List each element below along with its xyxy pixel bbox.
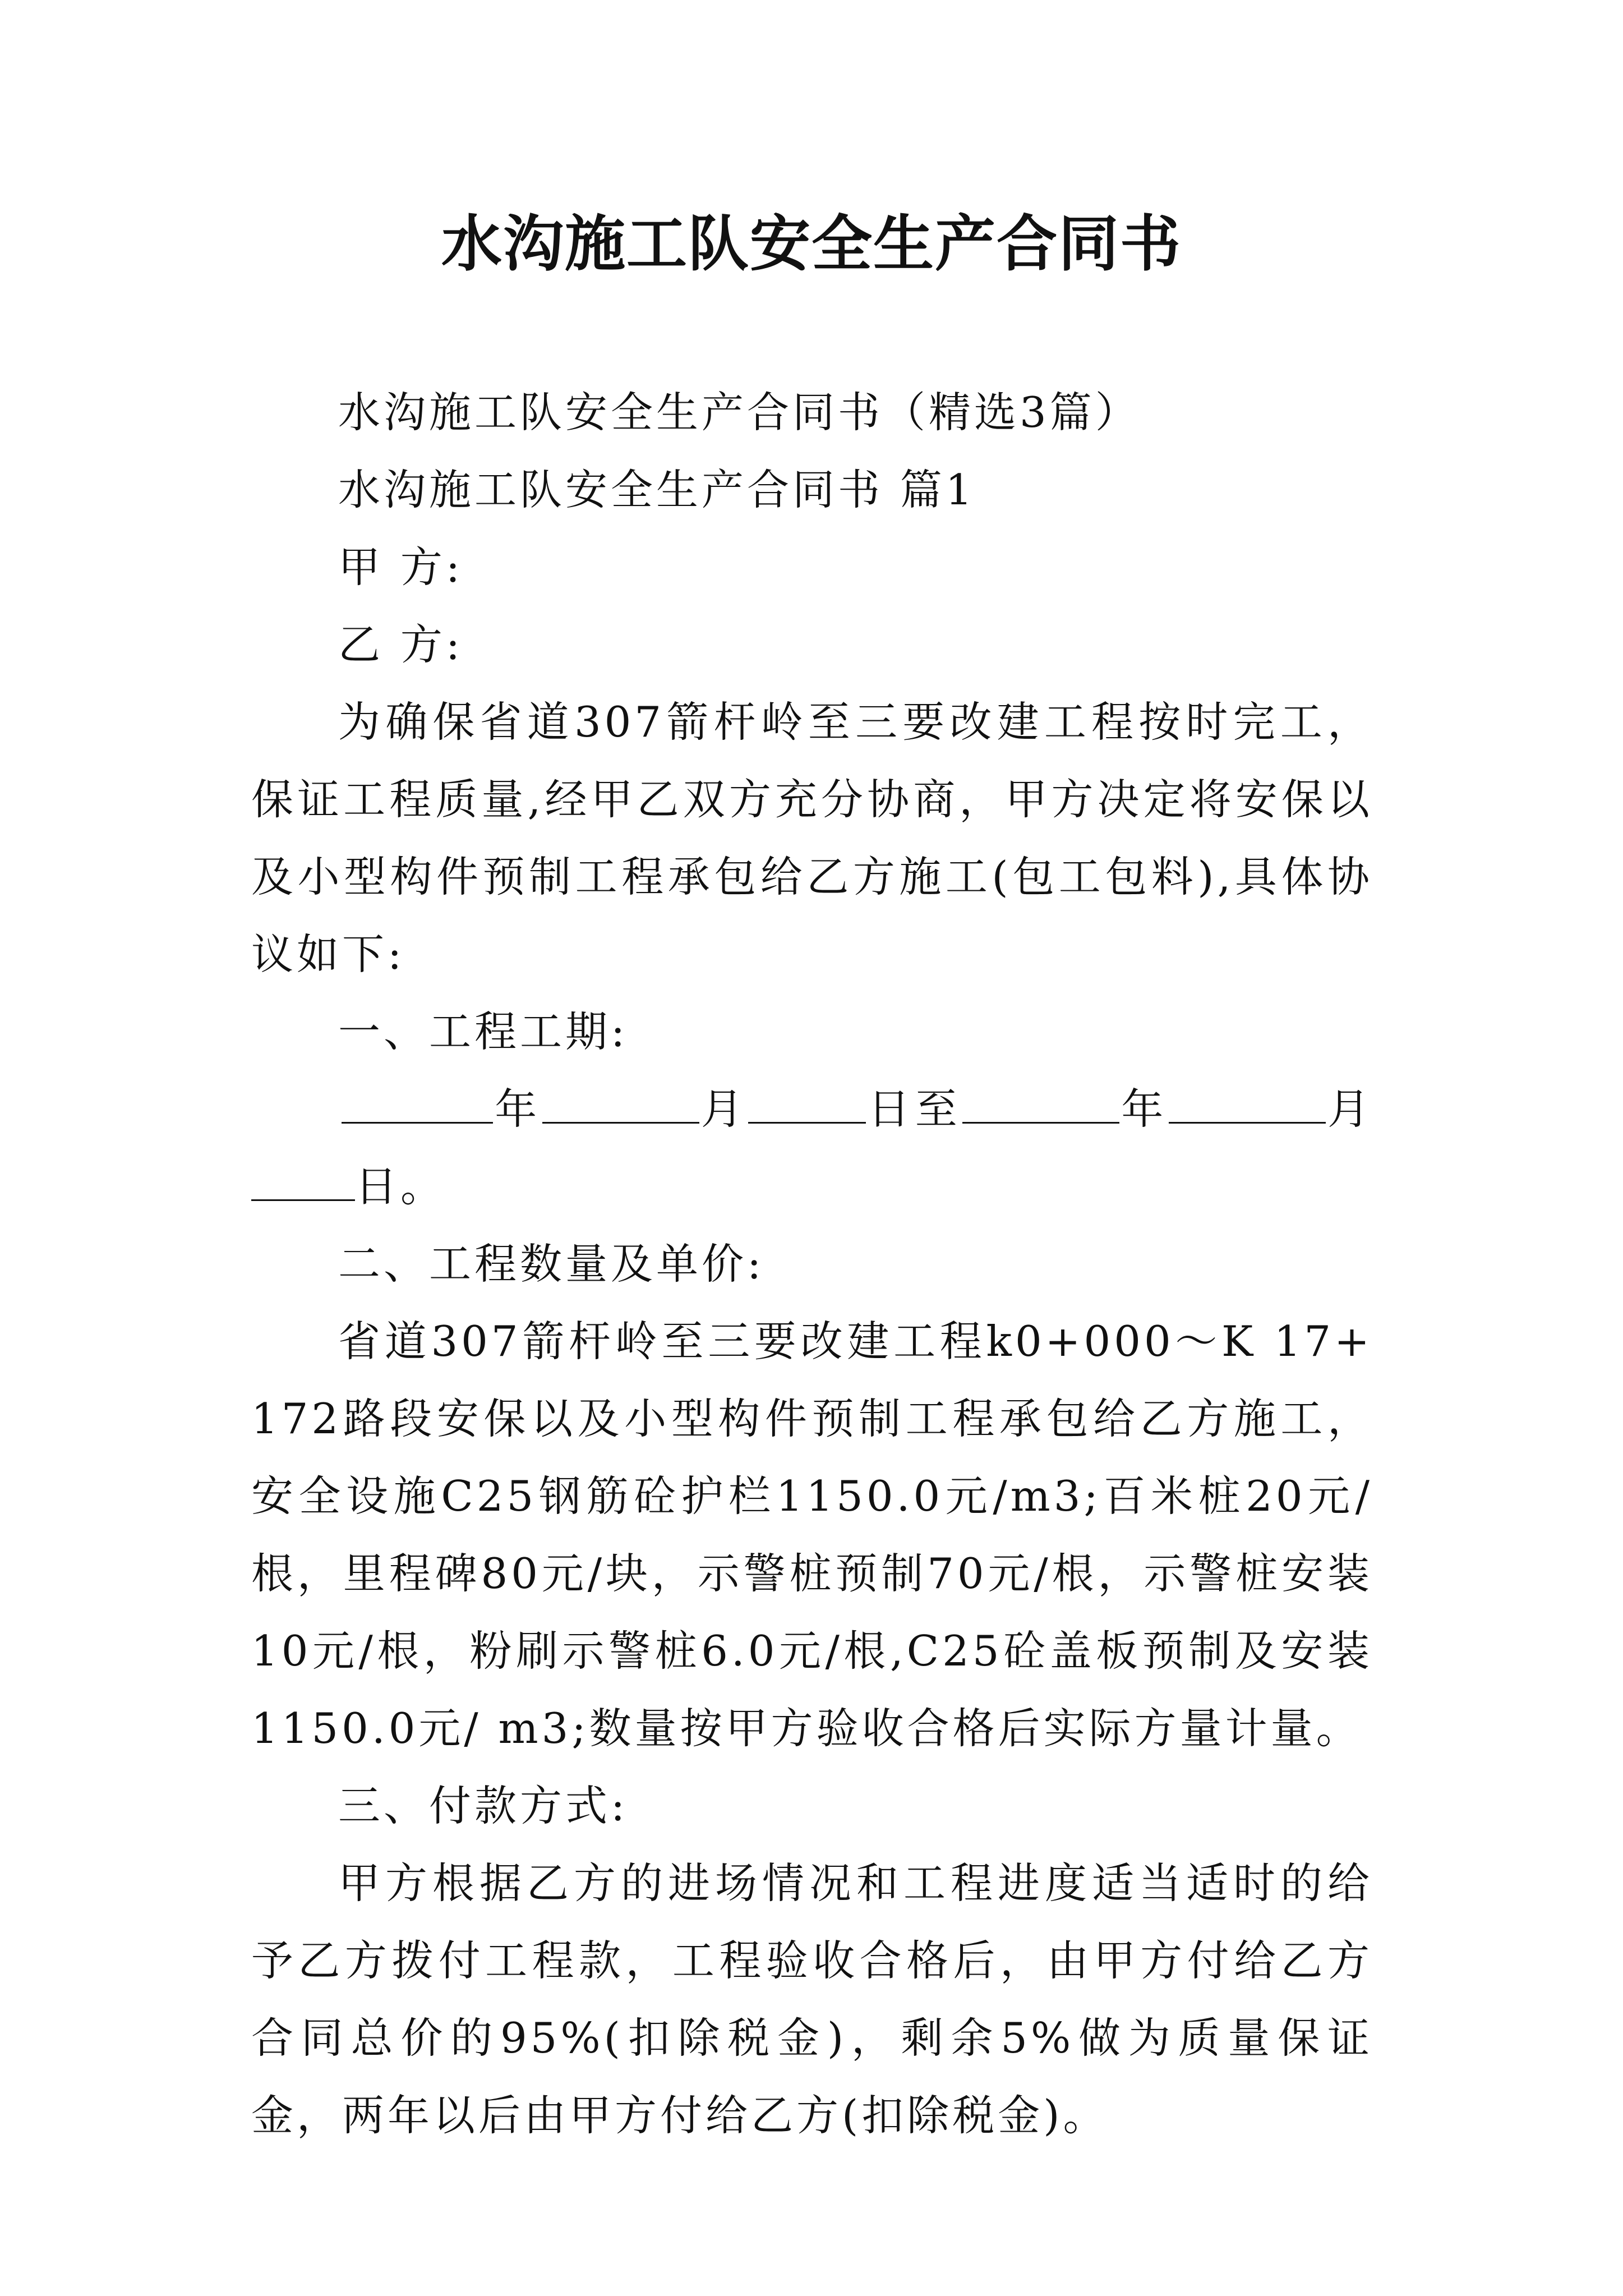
item2-heading: 二、工程数量及单价: bbox=[338, 1239, 765, 1289]
item2-paragraph: 省道307箭杆岭至三要改建工程k0+000～K 17+172路段安保以及小型构件预制工程承包给乙方施工，安全设施C25钢筋砼护栏1150.0元/m3;百米桩20元/根，里程碑80元/块，示警桩预制70元/根，示警桩安装10元/根，粉刷示警桩6.0元/根,C25砼盖板预制及安装1150.0元/ m3;数量按甲方验收合格后实际方量计量。 bbox=[251, 1317, 1373, 1753]
intro-paragraph: 为确保省道307箭杆岭至三要改建工程按时完工，保证工程质量,经甲乙双方充分协商，甲方决定将安保以及小型构件预制工程承包给乙方施工(包工包料),具体协议如下: bbox=[251, 697, 1373, 979]
end-year-blank bbox=[962, 1078, 1119, 1124]
item3-paragraph: 甲方根据乙方的进场情况和工程进度适当适时的给予乙方拨付工程款，工程验收合格后，由甲方付给乙方合同总价的95%(扣除税金)，剩余5%做为质量保证金，两年以后由甲方付给乙方(扣除税金)。 bbox=[251, 1858, 1373, 2140]
end-day-blank bbox=[251, 1156, 355, 1201]
end-year-label: 年 bbox=[1119, 1084, 1169, 1134]
party-a-line: 甲 方: bbox=[338, 542, 464, 592]
start-day-label: 日至 bbox=[866, 1084, 963, 1134]
start-year-blank bbox=[342, 1078, 493, 1124]
start-day-blank bbox=[748, 1078, 866, 1124]
start-month-blank bbox=[542, 1078, 699, 1124]
item3-heading: 三、付款方式: bbox=[338, 1781, 629, 1830]
end-day-label: 日。 bbox=[355, 1162, 446, 1211]
subtitle-line: 水沟施工队安全生产合同书（精选3篇） bbox=[338, 388, 1141, 437]
item1-heading: 一、工程工期: bbox=[338, 1007, 629, 1056]
end-month-blank bbox=[1169, 1078, 1326, 1124]
end-month-label: 月 bbox=[1325, 1084, 1373, 1134]
document-body bbox=[251, 374, 1373, 2154]
start-year-label: 年 bbox=[493, 1084, 542, 1134]
document-title: 水沟施工队安全生产合同书 bbox=[441, 209, 1182, 279]
construction-period-dates bbox=[251, 1070, 1373, 1225]
start-month-label: 月 bbox=[699, 1084, 749, 1134]
section-heading: 水沟施工队安全生产合同书 篇1 bbox=[338, 465, 976, 514]
party-b-line: 乙 方: bbox=[338, 620, 464, 669]
